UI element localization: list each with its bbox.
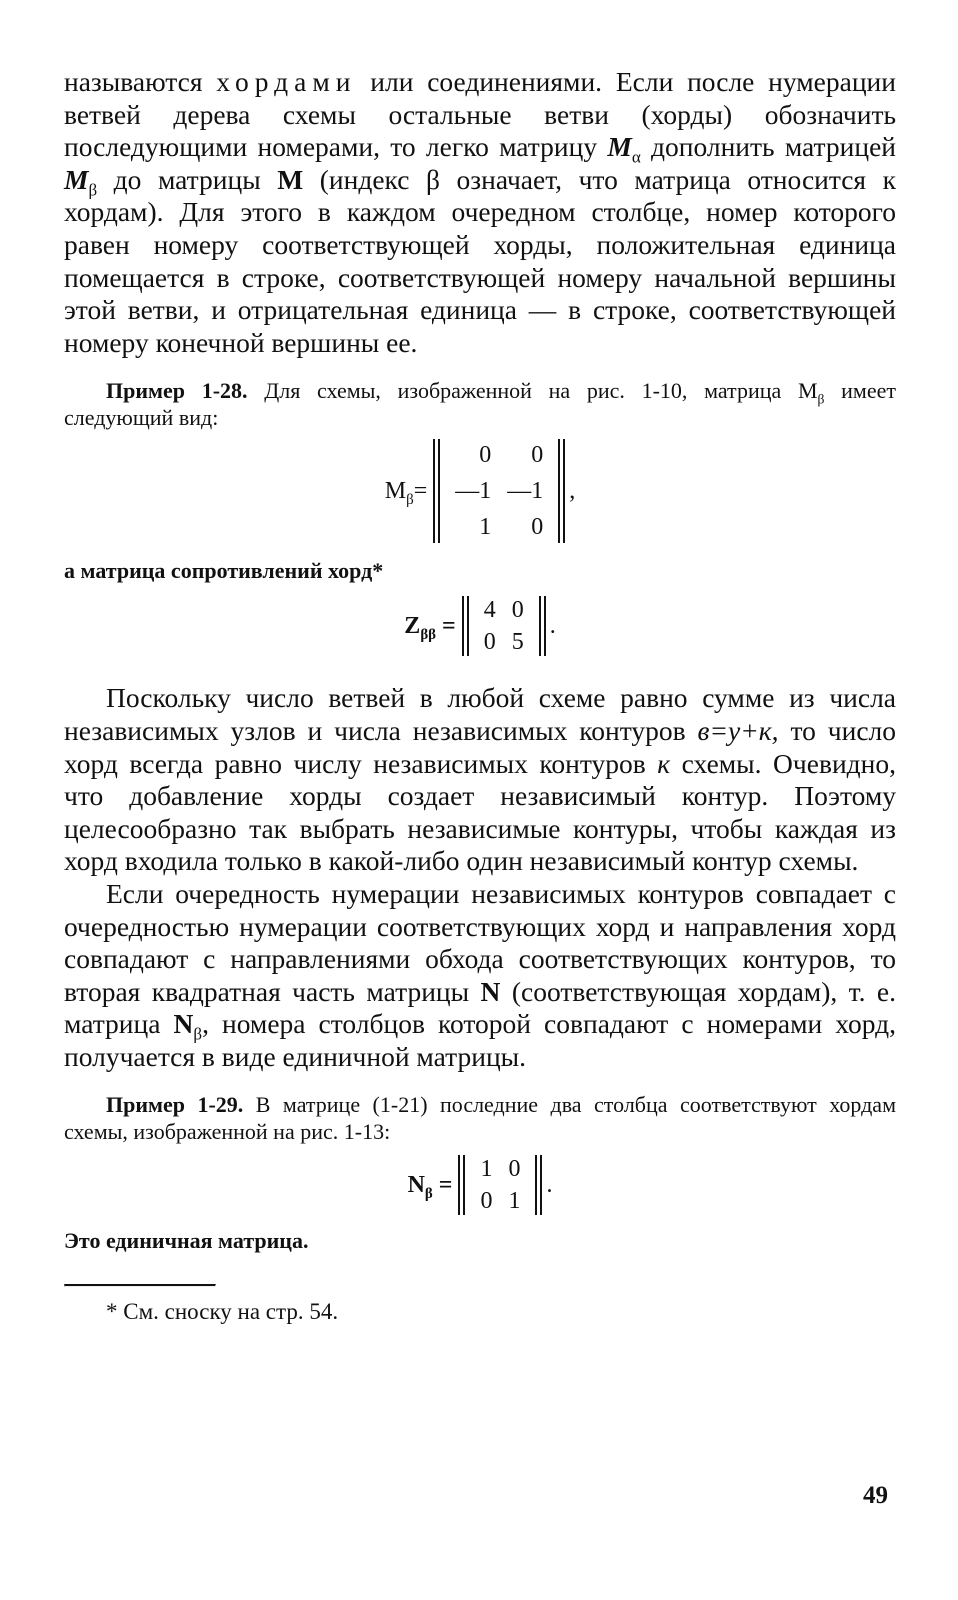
- text: или соединениями. Если после нумерации ветвей дерева схемы остальные ветви (хорды) обозначить последующими номерами, то легко матрицу: [64, 66, 896, 163]
- matrix-cell: —1: [507, 478, 544, 505]
- formula-n-beta: [64, 1153, 896, 1217]
- text: , номера столбцов которой совпадают с номерами хорд, получается в виде единичной матрицы.: [64, 1008, 897, 1072]
- text: В матрице (1-21) последние два столбца соответствуют хордам схемы, изображенной на рис. 1-13:: [64, 1092, 896, 1145]
- punctuation: .: [549, 612, 556, 639]
- text: (соответствующая хордам), т. е. матрица: [64, 975, 896, 1040]
- text: Поскольку число ветвей в любой схеме равно сумме из числа независимых узлов и числа независимых контуров: [64, 682, 896, 746]
- text: а матрица сопротивлений хорд*: [64, 558, 384, 584]
- example-label: Пример 1-29.: [106, 1092, 244, 1118]
- subscript: β: [406, 491, 414, 508]
- matrix-symbol: M: [64, 163, 89, 195]
- resistance-intro: [64, 557, 896, 584]
- example-1-29: [64, 1091, 896, 1145]
- formula-z-beta: [64, 594, 896, 658]
- emphasized-term: хордами: [216, 66, 357, 97]
- subscript: α: [631, 147, 641, 167]
- matrix-cell: 0: [531, 442, 544, 469]
- footnote-divider: [64, 1284, 216, 1287]
- example-1-28: [64, 377, 896, 431]
- matrix-cell: 1: [508, 1188, 521, 1215]
- page-number: 49: [863, 1482, 888, 1509]
- inline-symbol: к: [657, 747, 671, 779]
- matrix-m-beta: [433, 437, 565, 545]
- matrix-symbol: N: [173, 1008, 194, 1040]
- matrix-cell: 0: [508, 1156, 521, 1183]
- symbol: Z: [404, 612, 421, 639]
- formula-lhs: [384, 477, 428, 508]
- matrix-z: [462, 594, 546, 658]
- matrix-cell: 0: [480, 1188, 493, 1215]
- matrix-cell: —1: [455, 478, 492, 505]
- matrix-cell: 4: [483, 597, 496, 624]
- formula-lhs: [404, 612, 456, 643]
- punctuation: ,: [569, 477, 576, 504]
- matrix-cell: 5: [511, 629, 524, 656]
- subscript: β: [88, 180, 98, 200]
- symbol: N: [407, 1171, 425, 1198]
- text: дополнить матрицей: [640, 131, 897, 163]
- symbol: M: [384, 477, 407, 504]
- footnote: * См. сноску на стр. 54.: [106, 1299, 339, 1325]
- text: (индекс β означает, что матрица относится к хордам). Для этого в каждом очередном столбце, номер которого равен номеру соответствующей хорды, положительная единица помещается в строке, соответствующей номеру начальной вершины этой ветви, и отрицательная единица — в строке, соответствующей номеру конечной вершины ее.: [64, 163, 896, 358]
- matrix-cell: 0: [479, 442, 492, 469]
- subscript: β: [424, 1185, 433, 1202]
- subscript: β: [193, 1024, 203, 1044]
- equals-sign: =: [436, 612, 456, 639]
- formula-m-beta: [64, 437, 896, 545]
- matrix-cell: 0: [511, 597, 524, 624]
- text: Если очередность нумерации независимых контуров совпадает с очередностью нумерации соответствующих хорд и направления хорд совпадают с направлениями обхода соответствующих контуров, то вторая квадратная часть матрицы: [64, 877, 896, 1007]
- inline-formula: в=у+к,: [697, 714, 779, 746]
- page-content: [64, 66, 896, 1325]
- paragraph-branches: [64, 682, 896, 878]
- matrix-cell: 0: [483, 629, 496, 656]
- text: то число хорд всегда равно числу независимых контуров: [64, 714, 896, 779]
- paragraph-numbering: [64, 878, 896, 1074]
- punctuation: .: [546, 1171, 553, 1198]
- subscript: β: [817, 391, 825, 407]
- text: схемы. Очевидно, что добавление хорды создает независимый контур. Поэтому целесообразно так выбрать независимые контуры, чтобы каждая из хорд входила только в какой-либо один независимый контур схемы.: [64, 747, 896, 877]
- matrix-cell: 0: [531, 514, 544, 541]
- equals-sign: =: [413, 477, 428, 504]
- matrix-symbol: N: [480, 975, 501, 1007]
- equals-sign: =: [432, 1171, 453, 1198]
- text: имеет следующий вид:: [64, 378, 896, 431]
- paragraph-chords: [64, 66, 896, 359]
- identity-conclusion: [64, 1227, 896, 1254]
- text: до матрицы: [97, 163, 278, 195]
- text: называются: [64, 66, 217, 97]
- subscript: ββ: [420, 626, 436, 643]
- example-label: Пример 1-28.: [106, 378, 248, 404]
- text: Для схемы, изображенной на рис. 1-10, матрица M: [247, 378, 818, 404]
- formula-lhs: [407, 1171, 453, 1202]
- matrix-cell: 1: [480, 1156, 493, 1183]
- matrix-cell: 1: [479, 514, 492, 541]
- matrix-symbol: M: [277, 163, 304, 195]
- matrix-symbol: M: [607, 131, 632, 163]
- text: Это единичная матрица.: [64, 1228, 309, 1254]
- matrix-n-beta: [458, 1153, 542, 1217]
